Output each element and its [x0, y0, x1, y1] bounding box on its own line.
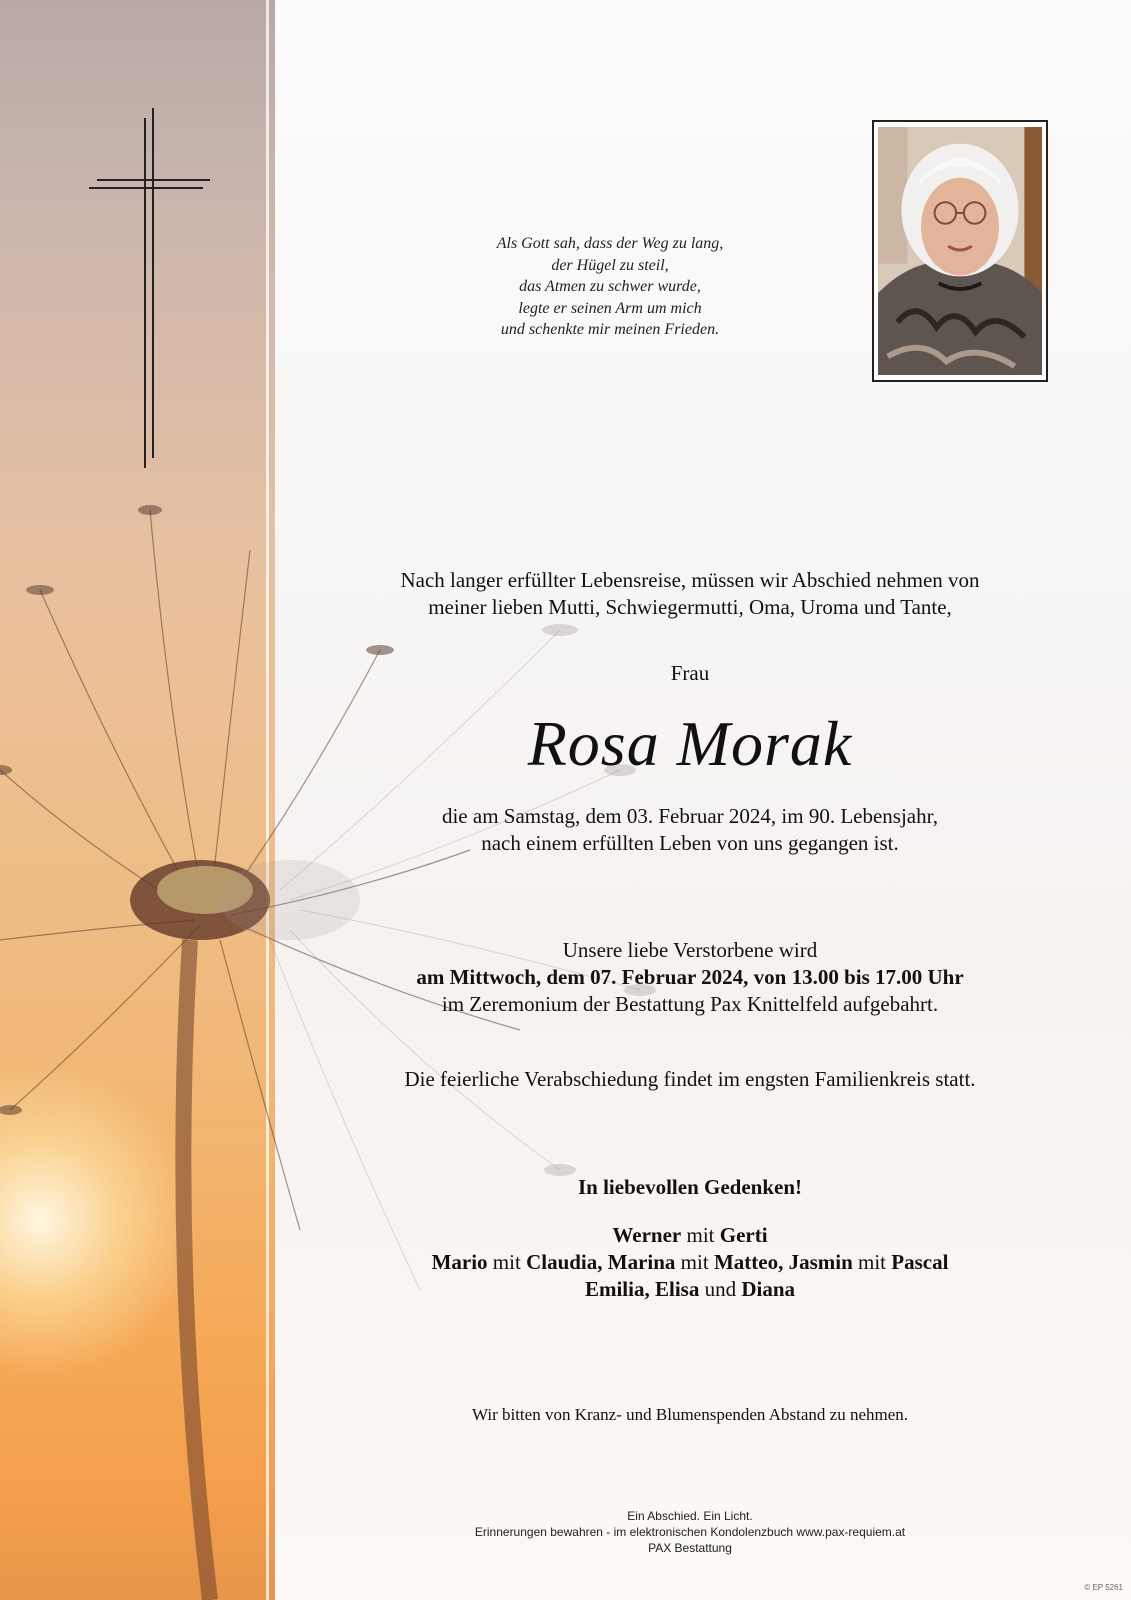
- poem-line: und schenkte mir meinen Frieden.: [500, 321, 720, 338]
- family-member: Mario: [431, 1250, 488, 1274]
- poem-line: der Hügel zu steil,: [551, 256, 669, 274]
- footer-line: PAX Bestattung: [648, 1541, 732, 1555]
- family-connector: und: [704, 1277, 737, 1301]
- portrait-photo: [878, 126, 1042, 376]
- poem-line: legte er seinen Arm um mich: [518, 299, 702, 317]
- family-member: Gerti: [719, 1223, 768, 1247]
- viewing-date-line: am Mittwoch, dem 07. Februar 2024, von 13.00 bis 17.00 Uhr: [416, 965, 964, 989]
- family-member: Claudia, Marina: [526, 1250, 676, 1274]
- intro-text: [330, 567, 1050, 621]
- memory-heading: In liebevollen Gedenken!: [577, 1175, 803, 1199]
- farewell-text: Die feierliche Verabschiedung findet im engsten Familienkreis statt.: [404, 1067, 976, 1091]
- family-connector: mit: [858, 1250, 887, 1274]
- family-line: [330, 1276, 1050, 1303]
- poem-line: Als Gott sah, dass der Weg zu lang,: [496, 235, 724, 252]
- family-member: Matteo, Jasmin: [713, 1250, 853, 1274]
- portrait-photo-frame: [872, 120, 1048, 382]
- family-connector: mit: [492, 1250, 521, 1274]
- family-member: Emilia, Elisa: [584, 1277, 700, 1301]
- family-line: [330, 1249, 1050, 1276]
- family-member: Werner: [612, 1223, 682, 1247]
- salutation: Frau: [670, 661, 710, 685]
- family-connector: mit: [680, 1250, 709, 1274]
- footer: [330, 1508, 1050, 1556]
- family-connector: mit: [686, 1223, 715, 1247]
- footer-line: Erinnerungen bewahren - im elektronischen Kondolenzbuch www.pax-requiem.at: [474, 1525, 906, 1539]
- death-line: die am Samstag, dem 03. Februar 2024, im 90. Lebensjahr,: [441, 804, 939, 828]
- dandelion-image: [0, 470, 700, 1600]
- viewing-info: [330, 937, 1050, 1018]
- viewing-line: im Zeremonium der Bestattung Pax Knittelfeld aufgebahrt.: [441, 992, 939, 1016]
- viewing-line: Unsere liebe Verstorbene wird: [562, 938, 818, 962]
- deceased-name: Rosa Morak: [527, 708, 853, 779]
- poem-verse: [450, 233, 770, 341]
- family-line: [330, 1222, 1050, 1249]
- cross-icon: [85, 108, 215, 478]
- family-member: Diana: [741, 1277, 796, 1301]
- family-list: [330, 1222, 1050, 1303]
- template-code: © EP 5261: [1084, 1583, 1123, 1592]
- poem-line: das Atmen zu schwer wurde,: [519, 278, 701, 295]
- footer-line: Ein Abschied. Ein Licht.: [627, 1509, 753, 1523]
- intro-line: Nach langer erfüllter Lebensreise, müssen wir Abschied nehmen von: [400, 568, 980, 592]
- family-member: Pascal: [891, 1250, 949, 1274]
- death-line: nach einem erfüllten Leben von uns gegangen ist.: [481, 831, 899, 855]
- death-announcement: [330, 803, 1050, 857]
- intro-line: meiner lieben Mutti, Schwiegermutti, Oma, Uroma und Tante,: [428, 595, 952, 619]
- donation-request: Wir bitten von Kranz- und Blumenspenden Abstand zu nehmen.: [471, 1405, 909, 1424]
